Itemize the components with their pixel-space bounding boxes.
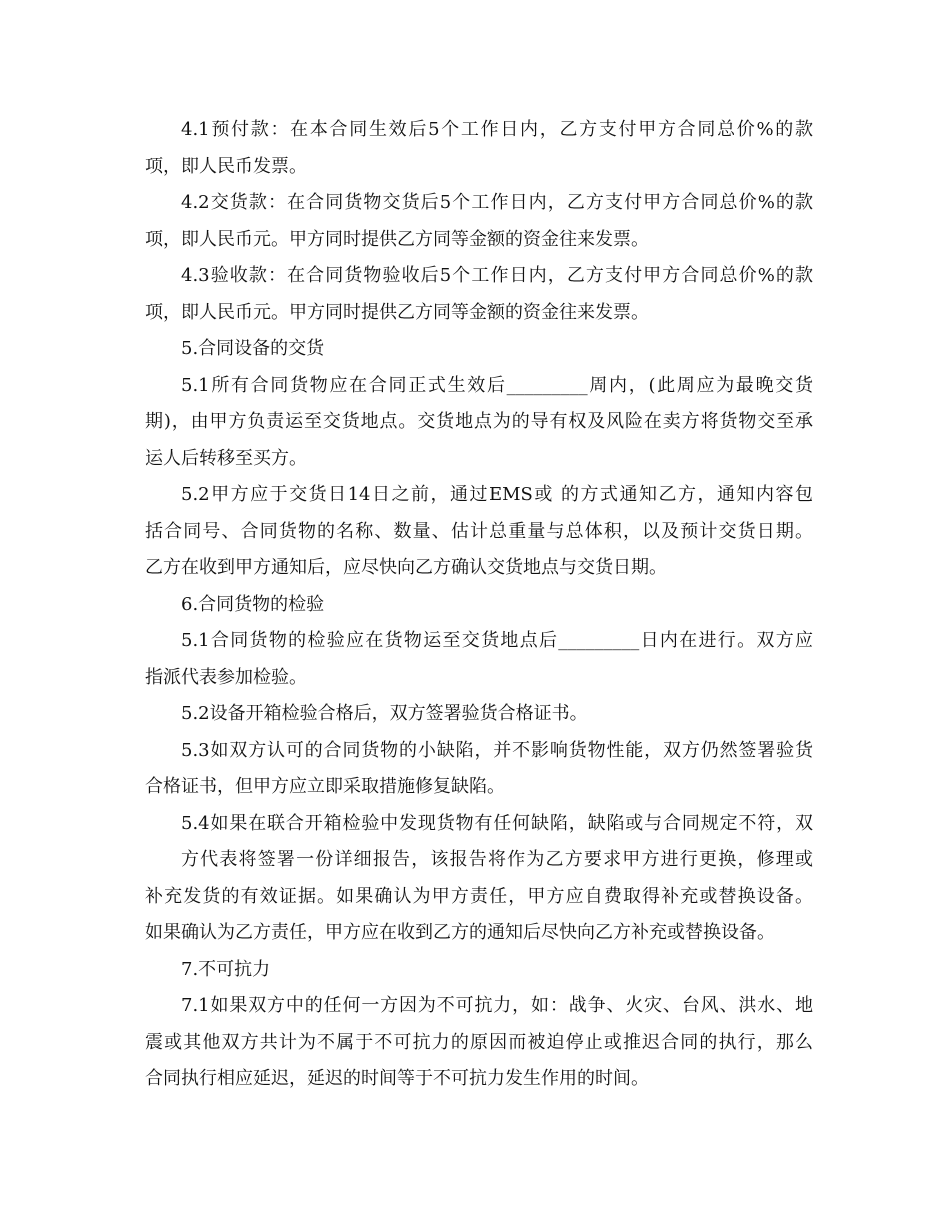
text-line: 5.2设备开箱检验合格后，双方签署验货合格证书。 <box>181 703 588 724</box>
text-line: 指派代表参加检验。 <box>145 666 307 688</box>
text-line: 5.1所有合同货物应在合同正式生效后_________周内，(此周应为最晚交货 <box>181 374 813 396</box>
text-line: 5.1合同货物的检验应在货物运至交货地点后_________日内在进行。双方应 <box>181 630 813 651</box>
text-line: 合格证书，但甲方应立即采取措施修复缺陷。 <box>145 776 505 797</box>
text-line: 期)，由甲方负责运至交货地点。交货地点为的导有权及风险在卖方将货物交至承 <box>145 411 813 432</box>
text-line: 补充发货的有效证据。如果确认为甲方责任，甲方应自费取得补充或替换设备。 <box>145 885 813 907</box>
text-line: 项，即人民币元。甲方同时提供乙方同等金额的资金往来发票。 <box>145 301 649 323</box>
text-line: 乙方在收到甲方通知后，应尽快向乙方确认交货地点与交货日期。 <box>145 557 667 578</box>
text-line: 如果确认为乙方责任，甲方应在收到乙方的通知后尽快向乙方补充或替换设备。 <box>145 922 775 943</box>
text-line: 5.3如双方认可的合同货物的小缺陷，并不影响货物性能，双方仍然签署验货 <box>181 739 813 761</box>
text-line: 运人后转移至买方。 <box>145 447 307 469</box>
section-heading: 5.合同设备的交货 <box>181 338 325 359</box>
text-line: 合同执行相应延迟，延迟的时间等于不可抗力发生作用的时间。 <box>145 1068 649 1089</box>
text-line: 7.1如果双方中的任何一方因为不可抗力，如：战争、火灾、台风、洪水、地 <box>181 995 813 1016</box>
text-line: 4.3验收款：在合同货物验收后5个工作日内，乙方支付甲方合同总价%的款 <box>181 265 813 286</box>
section-heading: 7.不可抗力 <box>181 958 271 980</box>
text-line: 项，即人民币发票。 <box>145 155 307 177</box>
text-line: 方代表将签署一份详细报告，该报告将作为乙方要求甲方进行更换，修理或 <box>181 849 813 870</box>
text-line: 5.2甲方应于交货日14日之前，通过EMS或 的方式通知乙方，通知内容包 <box>181 484 813 505</box>
document-body <box>145 112 813 1098</box>
text-line: 项，即人民币元。甲方同时提供乙方同等金额的资金往来发票。 <box>145 228 649 250</box>
text-line: 4.1预付款：在本合同生效后5个工作日内，乙方支付甲方合同总价%的款 <box>181 119 813 140</box>
text-line: 括合同号、合同货物的名称、数量、估计总重量与总体积，以及预计交货日期。 <box>145 520 813 542</box>
section-heading: 6.合同货物的检验 <box>181 593 325 615</box>
text-line: 震或其他双方共计为不属于不可抗力的原因而被迫停止或推迟合同的执行，那么 <box>145 1031 813 1053</box>
text-line: 4.2交货款：在合同货物交货后5个工作日内，乙方支付甲方合同总价%的款 <box>181 192 813 213</box>
text-line: 5.4如果在联合开箱检验中发现货物有任何缺陷，缺陷或与合同规定不符，双 <box>181 812 813 834</box>
